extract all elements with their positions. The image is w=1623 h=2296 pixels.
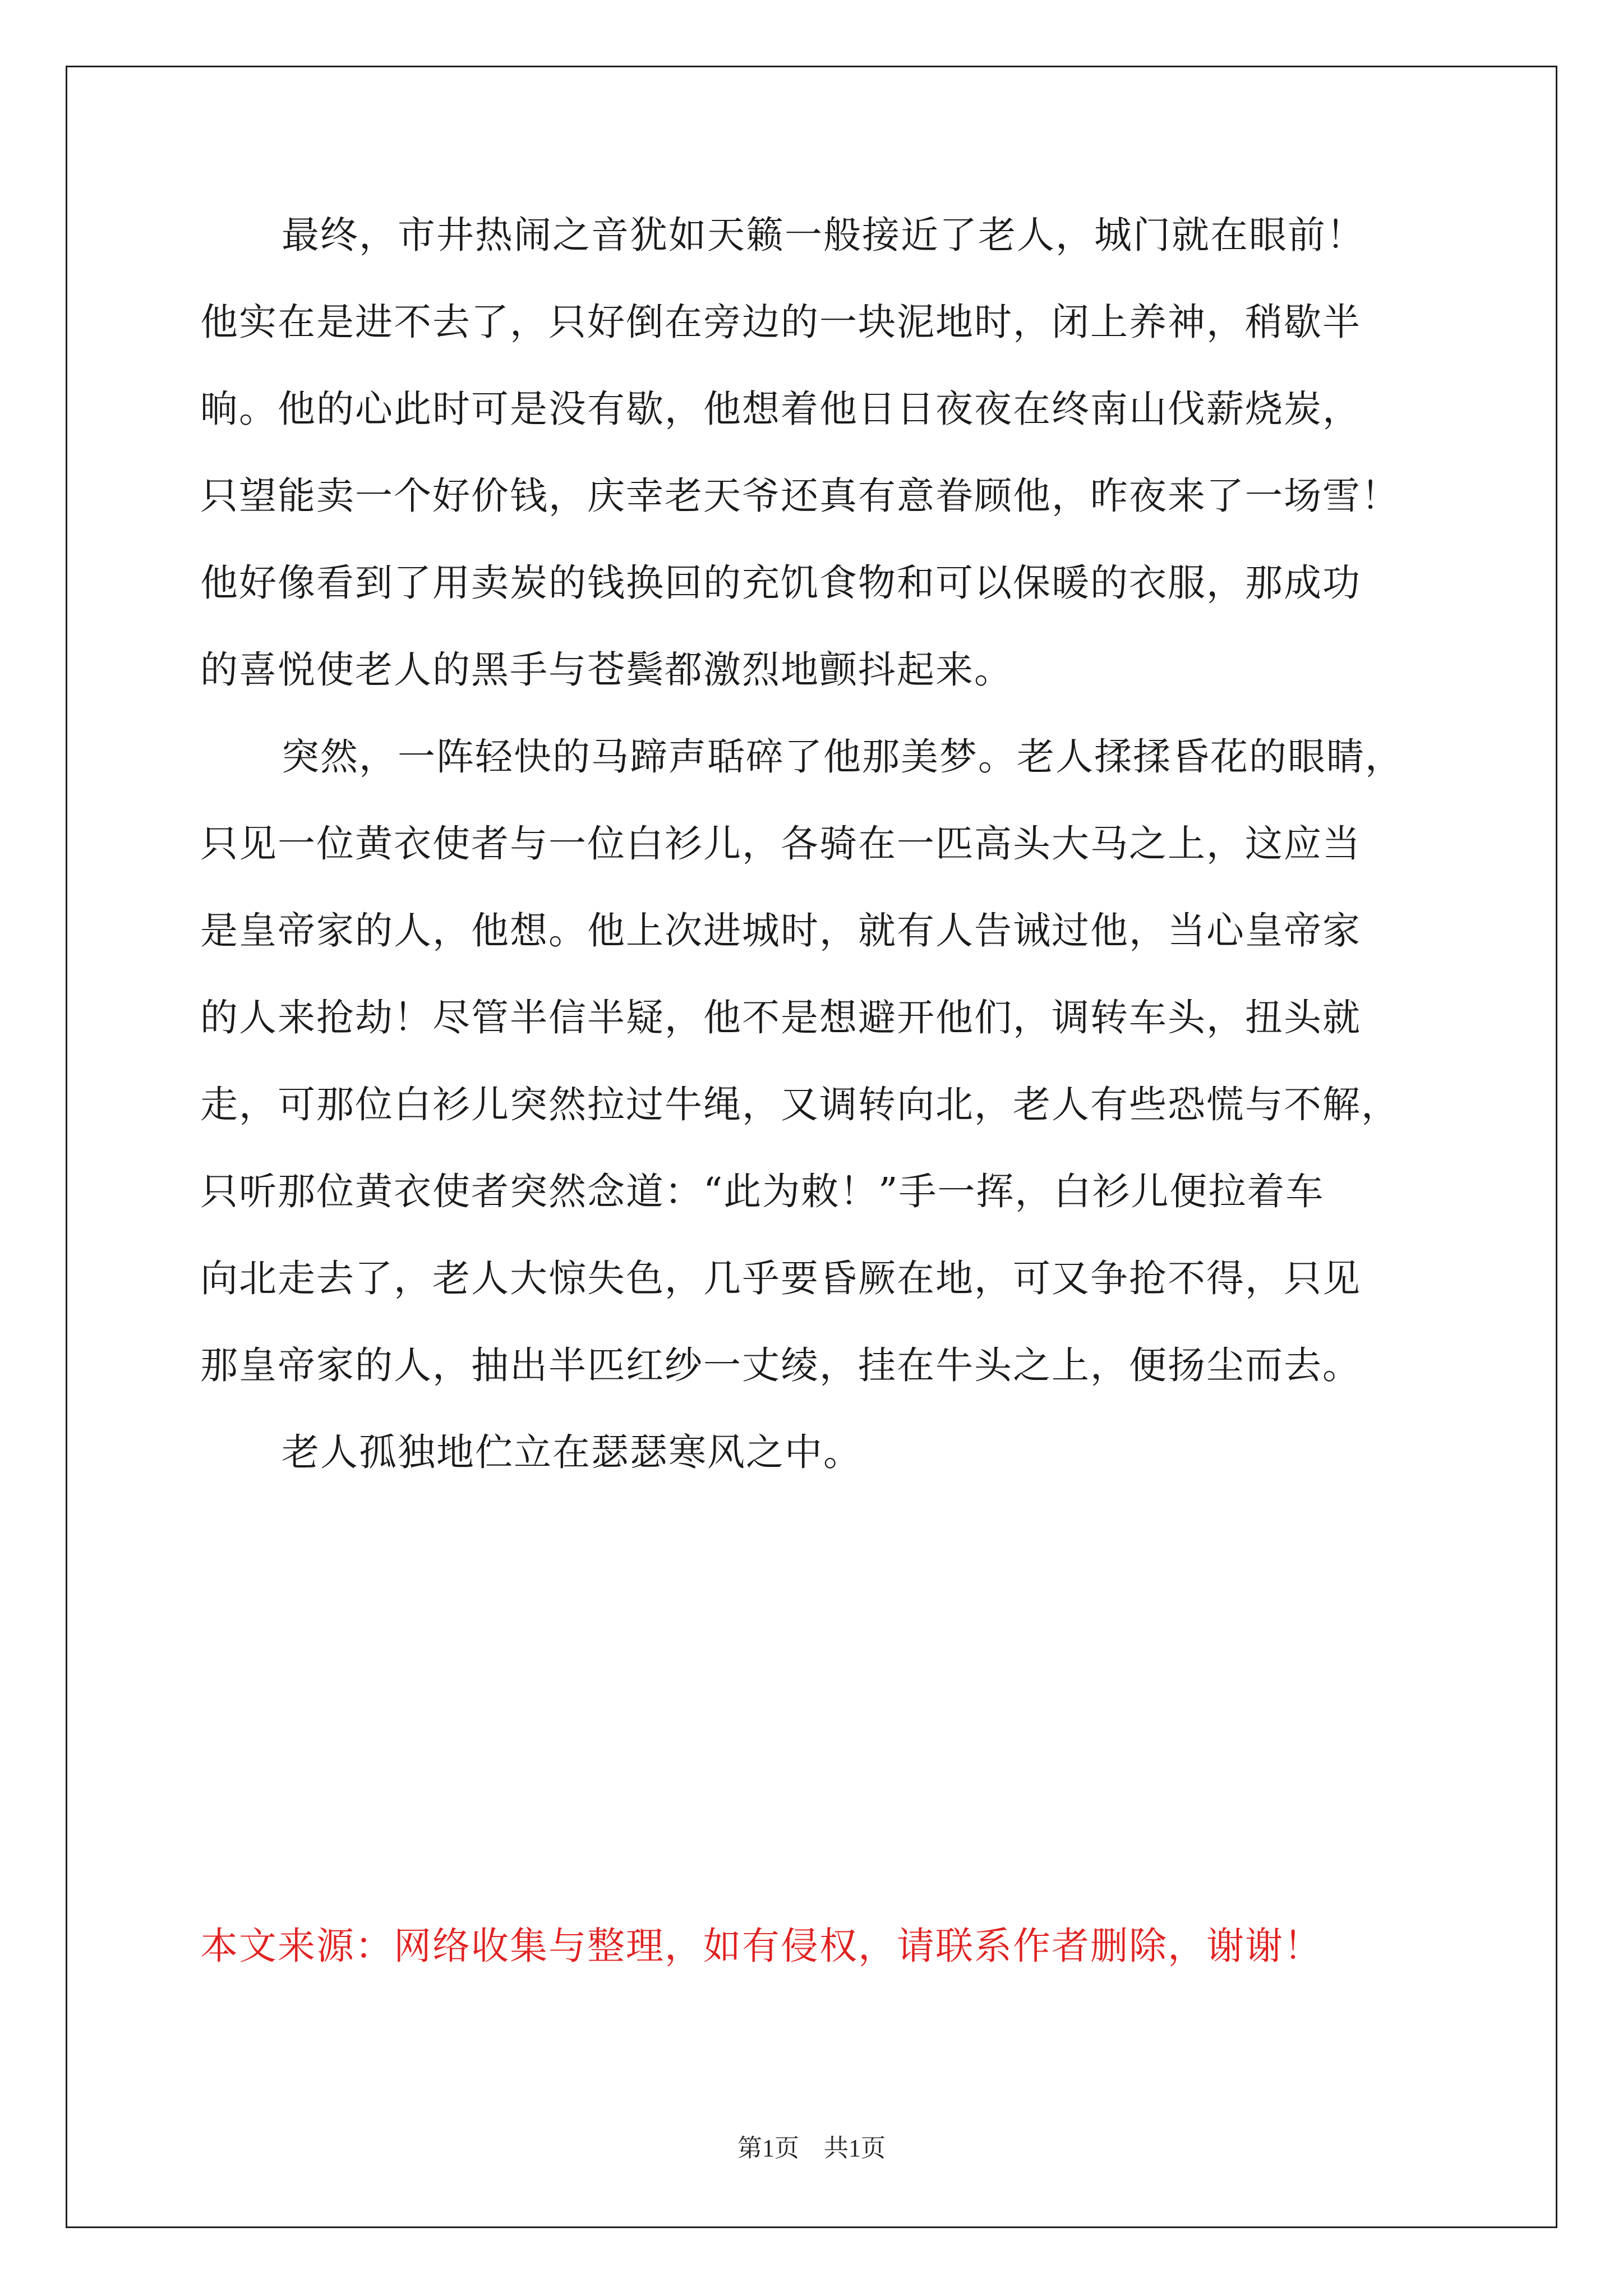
paragraph-1-line-4: 只望能卖一个好价钱，庆幸老天爷还真有意眷顾他，昨夜来了一场雪！: [200, 474, 1400, 518]
paragraph-1-line-1: 最终，市井热闹之音犹如天籁一般接近了老人，城门就在眼前！: [282, 213, 1365, 257]
paragraph-1-line-2: 他实在是进不去了，只好倒在旁边的一块泥地时，闭上养神，稍歇半: [200, 300, 1361, 344]
paragraph-2-line-1: 突然，一阵轻快的马蹄声聒碎了他那美梦。老人揉揉昏花的眼睛，: [282, 735, 1404, 779]
source-note: 本文来源：网络收集与整理，如有侵权，请联系作者删除，谢谢！: [200, 1924, 1322, 1968]
paragraph-2-line-8: 那皇帝家的人，抽出半匹红纱一丈绫，挂在牛头之上，便扬尘而去。: [200, 1343, 1361, 1387]
paragraph-2-line-5: 走，可那位白衫儿突然拉过牛绳，又调转向北，老人有些恐慌与不解，: [200, 1083, 1400, 1126]
paragraph-2-line-6: 只听那位黄衣使者突然念道：“此为敕！”手一挥，白衫儿便拉着车: [200, 1170, 1325, 1213]
paragraph-1-line-5: 他好像看到了用卖炭的钱换回的充饥食物和可以保暖的衣服，那成功: [200, 561, 1361, 605]
paragraph-1-line-6: 的喜悦使老人的黑手与苍鬓都激烈地颤抖起来。: [200, 648, 1013, 692]
paragraph-2-line-3: 是皇帝家的人，他想。他上次进城时，就有人告诫过他，当心皇帝家: [200, 909, 1361, 953]
paragraph-3-line-1: 老人孤独地伫立在瑟瑟寒风之中。: [282, 1430, 862, 1474]
document-body: [200, 213, 1434, 1517]
paragraph-2-line-4: 的人来抢劫！尽管半信半疑，他不是想避开他们，调转车头，扭头就: [200, 996, 1361, 1039]
paragraph-2-line-2: 只见一位黄衣使者与一位白衫儿，各骑在一匹高头大马之上，这应当: [200, 822, 1361, 866]
page-number-footer: 第1页 共1页: [737, 2134, 886, 2162]
paragraph-2-line-7: 向北走去了，老人大惊失色，几乎要昏厥在地，可又争抢不得，只见: [200, 1257, 1361, 1300]
paragraph-1-line-3: 晌。他的心此时可是没有歇，他想着他日日夜夜在终南山伐薪烧炭，: [200, 387, 1361, 431]
